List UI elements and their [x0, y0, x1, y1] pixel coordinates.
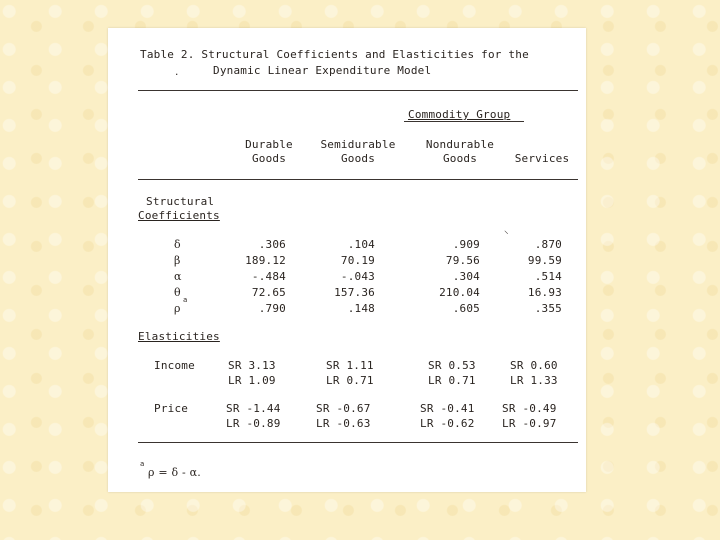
price-sr-services: SR -0.49	[502, 402, 557, 415]
coef-beta-durable: 189.12	[245, 254, 286, 267]
income-lr-nondurable: LR 0.71	[428, 374, 476, 387]
footnote-mark: a	[140, 460, 145, 468]
table-title-line2: Dynamic Linear Expenditure Model	[213, 64, 432, 77]
coef-delta-services: .870	[534, 238, 562, 251]
income-lr-semidurable: LR 0.71	[326, 374, 374, 387]
coef-beta-nondurable: 79.56	[445, 254, 480, 267]
coef-rho-footnote-mark: a	[183, 296, 188, 304]
coef-alpha-services: .514	[534, 270, 562, 283]
coef-theta-semidurable: 157.36	[334, 286, 375, 299]
coef-alpha-durable: -.484	[251, 270, 286, 283]
coef-theta-nondurable: 210.04	[439, 286, 480, 299]
price-sr-durable: SR -1.44	[226, 402, 281, 415]
income-sr-nondurable: SR 0.53	[428, 359, 476, 372]
coef-beta-services: 99.59	[527, 254, 562, 267]
income-sr-semidurable: SR 1.11	[326, 359, 374, 372]
coef-rho-nondurable: .605	[452, 302, 480, 315]
coef-alpha-nondurable: .304	[452, 270, 480, 283]
scanned-table-page	[108, 28, 586, 492]
top-rule	[138, 90, 578, 91]
coef-symbol-theta: θ	[174, 286, 181, 299]
col-header-services-line2: Services	[514, 152, 570, 165]
table-title-line1: Table 2. Structural Coefficients and Elasticities for the	[140, 48, 529, 61]
row-label-income: Income	[154, 359, 195, 372]
section-label-elasticities: Elasticities	[138, 330, 220, 343]
coef-rho-durable: .790	[258, 302, 286, 315]
scan-mark: ⸌	[504, 230, 509, 240]
section-label-coefficients: Coefficients	[138, 209, 220, 222]
col-header-durable-line2: Goods	[251, 152, 287, 165]
col-header-nondurable-line2: Goods	[442, 152, 478, 165]
price-lr-semidurable: LR -0.63	[316, 417, 371, 430]
coef-delta-semidurable: .104	[347, 238, 375, 251]
section-label-structural: Structural	[146, 195, 215, 208]
coef-theta-services: 16.93	[527, 286, 562, 299]
price-lr-services: LR -0.97	[502, 417, 557, 430]
price-lr-durable: LR -0.89	[226, 417, 281, 430]
price-sr-semidurable: SR -0.67	[316, 402, 371, 415]
coef-beta-semidurable: 70.19	[340, 254, 375, 267]
header-rule	[138, 179, 578, 180]
coef-rho-semidurable: .148	[347, 302, 375, 315]
col-header-semidurable-line1: Semidurable	[320, 138, 396, 151]
coef-symbol-delta: δ	[174, 238, 181, 251]
group-underline	[404, 121, 524, 122]
row-label-price: Price	[154, 402, 189, 415]
income-lr-durable: LR 1.09	[228, 374, 276, 387]
scan-speck: .	[174, 68, 180, 78]
income-sr-services: SR 0.60	[510, 359, 558, 372]
income-lr-services: LR 1.33	[510, 374, 558, 387]
coef-theta-durable: 72.65	[251, 286, 286, 299]
price-sr-nondurable: SR -0.41	[420, 402, 475, 415]
income-sr-durable: SR 3.13	[228, 359, 276, 372]
coef-symbol-rho: ρ	[174, 302, 181, 315]
coef-symbol-beta: β	[174, 254, 181, 267]
coef-symbol-alpha: α	[174, 270, 182, 283]
coef-rho-services: .355	[534, 302, 562, 315]
price-lr-nondurable: LR -0.62	[420, 417, 475, 430]
coef-alpha-semidurable: -.043	[340, 270, 375, 283]
bottom-rule	[138, 442, 578, 443]
footnote-text: ρ = δ - α.	[148, 466, 201, 479]
col-header-nondurable-line1: Nondurable	[425, 138, 495, 151]
col-header-durable-line1: Durable	[245, 138, 293, 151]
commodity-group-header: Commodity Group	[408, 108, 511, 121]
coef-delta-nondurable: .909	[452, 238, 480, 251]
coef-delta-durable: .306	[258, 238, 286, 251]
col-header-semidurable-line2: Goods	[340, 152, 376, 165]
